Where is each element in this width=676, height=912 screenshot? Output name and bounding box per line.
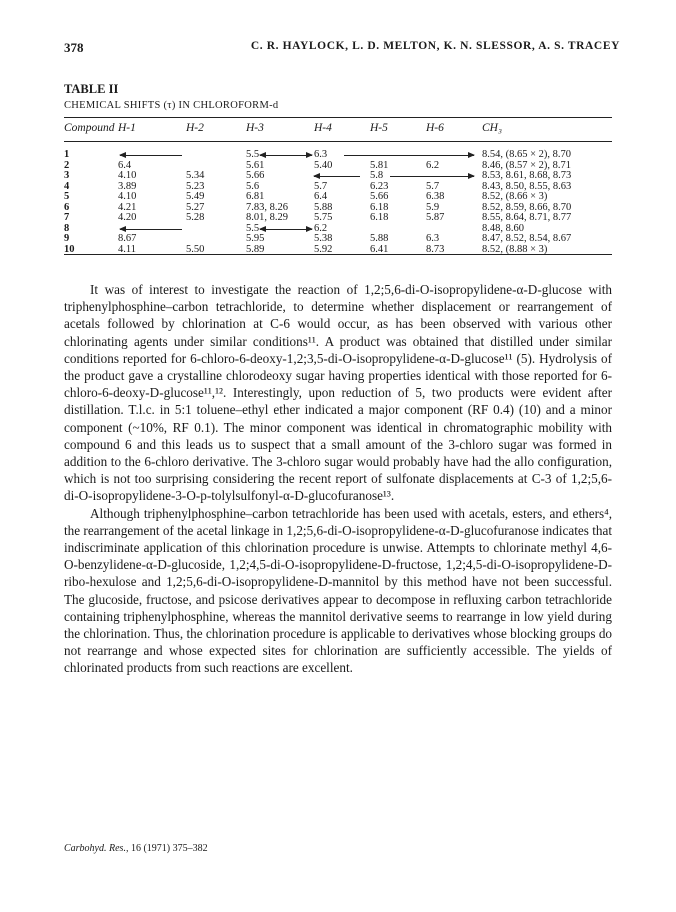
cell-h4: 6.4 xyxy=(314,191,328,202)
cell-h4: 6.3 xyxy=(314,149,328,160)
cell-h1: 4.11 xyxy=(118,243,136,255)
cell-ch3: 8.53, 8.61, 8.68, 8.73 xyxy=(482,170,572,181)
table-caption: CHEMICAL SHIFTS (τ) IN CHLOROFORM-d xyxy=(64,100,279,111)
table-header-rule xyxy=(64,141,612,142)
cell-compound: 1 xyxy=(64,149,70,160)
cell-h3: 5.6 xyxy=(246,180,260,192)
cell-h3: 5.89 xyxy=(246,243,265,255)
col-header-h4: H-4 xyxy=(314,122,332,134)
table-top-rule xyxy=(64,117,612,118)
cell-ch3: 8.46, (8.57 × 2), 8.71 xyxy=(482,159,572,171)
cell-h4: 6.2 xyxy=(314,222,328,234)
cell-ch3: 8.43, 8.50, 8.55, 8.63 xyxy=(482,180,572,192)
cell-compound: 8 xyxy=(64,222,70,234)
cell-h5: 5.88 xyxy=(370,233,389,244)
cell-h1: 4.20 xyxy=(118,212,137,223)
cell-compound: 2 xyxy=(64,159,70,171)
cell-h4: 5.75 xyxy=(314,212,333,223)
cell-h3: 7.83, 8.26 xyxy=(246,201,288,213)
range-arrow xyxy=(260,155,312,156)
cell-h5: 6.18 xyxy=(370,212,389,223)
body-text xyxy=(64,281,612,677)
cell-h1: 8.67 xyxy=(118,233,137,244)
cell-compound: 9 xyxy=(64,233,70,244)
cell-h2: 5.23 xyxy=(186,180,205,192)
page-footer xyxy=(64,843,208,854)
journal-name: Carbohyd. Res., xyxy=(64,843,129,854)
col-header-h5: H-5 xyxy=(370,122,388,134)
cell-compound: 3 xyxy=(64,170,70,181)
range-arrow xyxy=(344,155,474,156)
col-header-h3: H-3 xyxy=(246,122,264,134)
page-number: 378 xyxy=(64,40,84,55)
cell-h6: 5.87 xyxy=(426,212,445,223)
table-row xyxy=(64,171,612,182)
cell-h5: 5.8 xyxy=(370,170,384,181)
table-row xyxy=(64,192,612,203)
cell-h5: 6.41 xyxy=(370,243,389,255)
cell-h3: 5.61 xyxy=(246,159,265,171)
range-arrow xyxy=(390,176,474,177)
cell-h1: 4.21 xyxy=(118,201,137,213)
cell-h2: 5.49 xyxy=(186,191,205,202)
cell-h3: 5.5 xyxy=(246,149,260,160)
cell-compound: 4 xyxy=(64,180,70,192)
cell-h3: 5.5 xyxy=(246,222,260,234)
journal-citation: 16 (1971) 375–382 xyxy=(130,843,208,854)
cell-h4: 5.92 xyxy=(314,243,333,255)
cell-h6: 6.38 xyxy=(426,191,445,202)
paragraph: It was of interest to investigate the reaction of 1,2;5,6-di-O-isopropylidene-α-D-glucose with triphenylphosphine–carbon tetrachloride, to determine whether displacement or rearrangement of acetals followed by chlorination at C-6 would occur, as has been observed with various other chlorinating agents under similar conditions¹¹. A product was obtained that distilled under similar conditions reported for 6-chloro-6-deoxy-1,2;3,5-di-O-isopropylidene-α-D-glucose¹¹ (5). Hydrolysis of the product gave a crystalline chlorodeoxy sugar having properties identical with those reported for 6-chloro-6-deoxy-D-glucose¹¹,¹². Interestingly, upon reduction of 5, two products were evident after distillation. T.l.c. in 5:1 toluene–ethyl ether indicated a major component (RF 0.4) (10) and a minor component (~10%, RF 0.1). The minor component was identical in chromatographic mobility with compound 6 and this leads us to suspect that a small amount of the 3-chloro sugar was formed in addition to the 6-chloro derivative. The 3-chloro sugar would probably have had the allo configuration, which is not too surprising considering the recent report of sulfonate displacements at C-3 of 1,2;5,6-di-O-isopropylidene-3-O-p-tolylsulfonyl-α-D-glucofuranose¹³. xyxy=(64,282,612,504)
cell-ch3: 8.47, 8.52, 8.54, 8.67 xyxy=(482,233,572,244)
cell-h1: 6.4 xyxy=(118,159,132,171)
cell-h5: 5.66 xyxy=(370,191,389,202)
col-header-h6: H-6 xyxy=(426,122,444,134)
cell-h6: 8.73 xyxy=(426,243,445,255)
cell-h3: 8.01, 8.29 xyxy=(246,212,288,223)
cell-h2: 5.34 xyxy=(186,170,205,181)
cell-ch3: 8.54, (8.65 × 2), 8.70 xyxy=(482,149,572,160)
cell-h2: 5.28 xyxy=(186,212,205,223)
cell-ch3: 8.55, 8.64, 8.71, 8.77 xyxy=(482,212,572,223)
cell-compound: 7 xyxy=(64,212,70,223)
cell-ch3: 8.52, (8.66 × 3) xyxy=(482,191,548,202)
col-header-ch3: CH₃ xyxy=(482,122,502,134)
cell-h6: 5.9 xyxy=(426,201,440,213)
cell-h3: 5.95 xyxy=(246,233,265,244)
running-head: C. R. HAYLOCK, L. D. MELTON, K. N. SLESSOR, A. S. TRACEY xyxy=(250,40,620,52)
paragraph: Although triphenylphosphine–carbon tetrachloride has been used with acetals, esters, and ethers⁴, the rearrangement of the acetal linkage in 1,2;5,6-di-O-isopropylidene-α-D-glucofuranose indicates that indiscriminate application of this chlorination procedure is unwise. Attempts to chlorinate methyl 4,6-O-benzylidene-α-D-glucoside, 1,2;4,5-di-O-isopropylidene-D-fructose, 1,2;4,5-di-O-isopropylidene-D-ribo-hexulose and 1,2;5,6-di-O-isopropylidene-D-mannitol by this method have not been successful. The glucoside, fructose, and psicose derivatives appear to decompose in refluxing carbon tetrachloride containing triphenylphosphine, whereas the mannitol derivative seems to rearrange in low yield during the chlorination. Thus, the chlorination procedure is applicable to derivatives whose blocking groups do not rearrange and whose expected sites for chlorination are sufficiently accessible. The yields of chlorinated products from such reactions are excellent. xyxy=(64,505,613,676)
cell-h3: 5.66 xyxy=(246,170,265,181)
table-row xyxy=(64,234,612,245)
cell-ch3: 8.52, 8.59, 8.66, 8.70 xyxy=(482,201,572,213)
table-row xyxy=(64,150,612,161)
cell-compound: 5 xyxy=(64,191,70,202)
cell-h6: 5.7 xyxy=(426,180,440,192)
table-row xyxy=(64,213,612,224)
table-title: TABLE II xyxy=(64,82,119,96)
range-arrow xyxy=(120,229,182,230)
table-bottom-rule xyxy=(64,254,612,255)
cell-h1: 3.89 xyxy=(118,180,137,192)
table-header-row xyxy=(64,122,612,138)
cell-ch3: 8.52, (8.88 × 3) xyxy=(482,243,548,255)
cell-h4: 5.7 xyxy=(314,180,328,192)
cell-h1: 4.10 xyxy=(118,170,137,181)
cell-h5: 5.81 xyxy=(370,159,389,171)
col-header-compound: Compound xyxy=(64,122,115,134)
cell-h2: 5.50 xyxy=(186,243,205,255)
col-header-h1: H-1 xyxy=(118,122,136,134)
cell-h4: 5.38 xyxy=(314,233,333,244)
cell-compound: 10 xyxy=(64,243,75,255)
table-body xyxy=(64,150,612,255)
cell-h6: 6.2 xyxy=(426,159,440,171)
cell-compound: 6 xyxy=(64,201,70,213)
cell-h2: 5.27 xyxy=(186,201,205,213)
cell-h4: 5.88 xyxy=(314,201,333,213)
cell-h1: 4.10 xyxy=(118,191,137,202)
range-arrow xyxy=(260,229,312,230)
range-arrow xyxy=(120,155,182,156)
cell-h5: 6.23 xyxy=(370,180,389,192)
range-arrow xyxy=(314,176,360,177)
cell-h3: 6.81 xyxy=(246,191,265,202)
col-header-h2: H-2 xyxy=(186,122,204,134)
cell-h6: 6.3 xyxy=(426,233,440,244)
cell-h4: 5.40 xyxy=(314,159,333,171)
cell-ch3: 8.48, 8.60 xyxy=(482,222,524,234)
page-header xyxy=(64,40,620,60)
cell-h5: 6.18 xyxy=(370,201,389,213)
